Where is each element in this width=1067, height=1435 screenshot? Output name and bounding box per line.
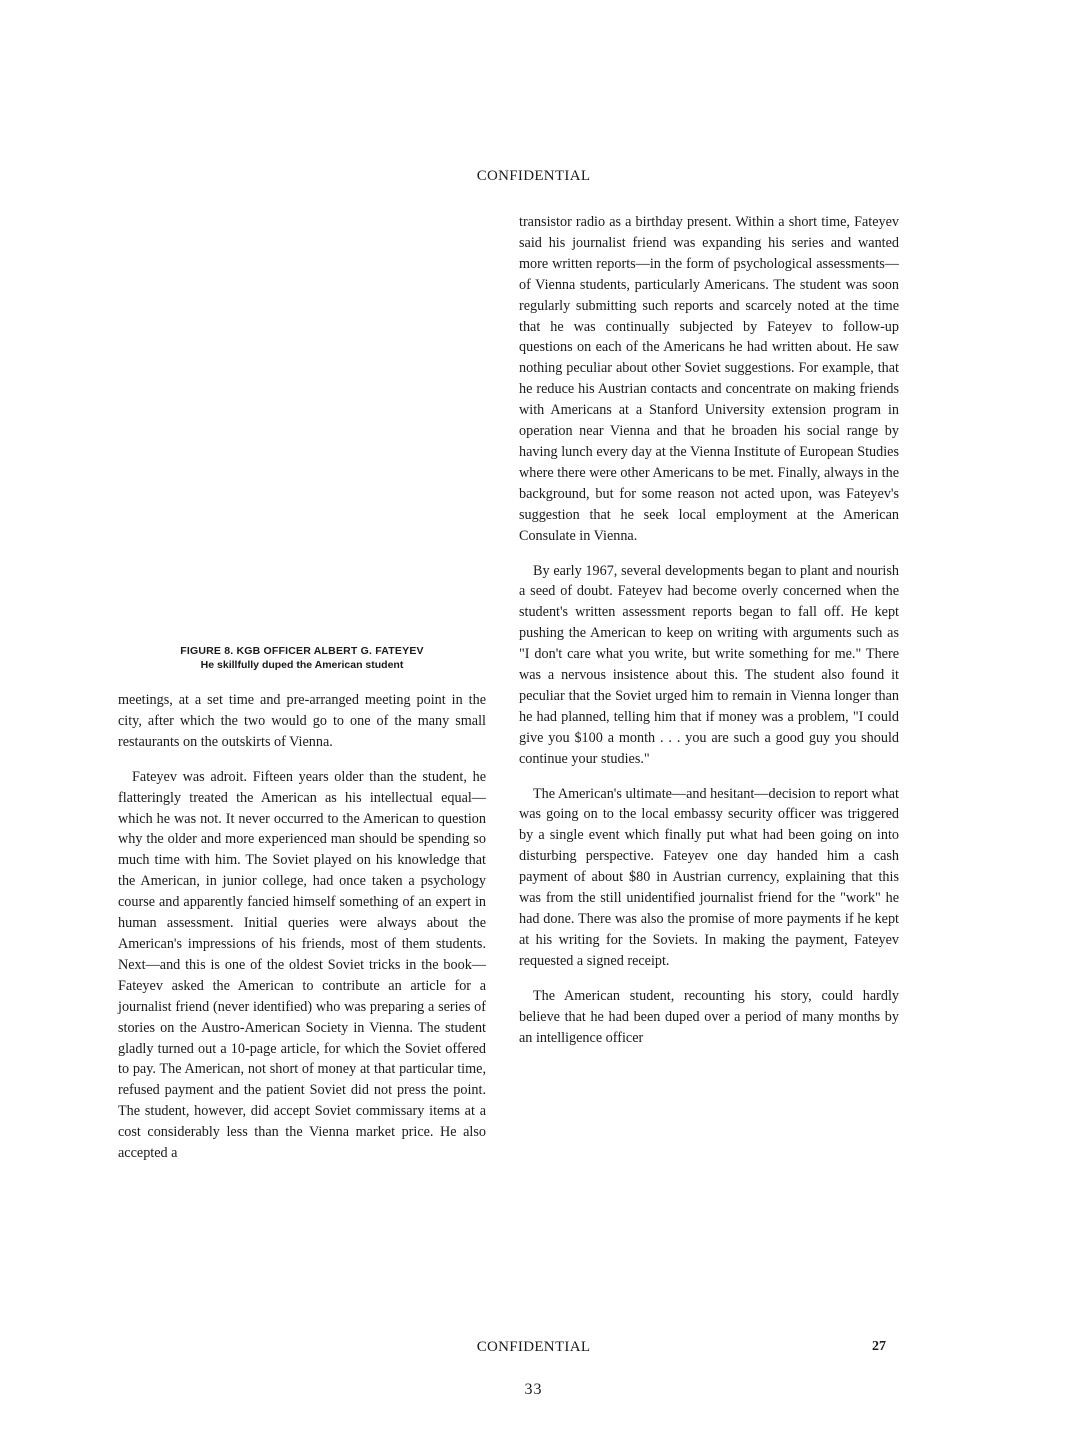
figure-subtitle: He skillfully duped the American student	[200, 659, 404, 671]
bottom-page-number: 33	[524, 1381, 543, 1398]
right-column	[519, 212, 899, 1048]
right-paragraph-4: The American student, recounting his story, could hardly believe that he had been duped over a period of many months by an intelligence officer	[519, 987, 899, 1046]
footer-page-number: 27	[872, 1339, 886, 1354]
figure-title: FIGURE 8. KGB OFFICER ALBERT G. FATEYEV	[180, 645, 424, 657]
footer-classification: CONFIDENTIAL	[476, 1339, 591, 1355]
right-paragraph-2: By early 1967, several developments began to plant and nourish a seed of doubt. Fateyev had become overly concerned when the student's written assessment reports began to fall off. He kept pushing the American to keep on writing with arguments such as "I don't care what you write, but write something for me." There was a nervous insistence about this. The student also found it peculiar that the Soviet urged him to remain in Vienna longer than he had planned, telling him that if money was a problem, "I could give you $100 a month . . . you are such a good guy you should continue your studies."	[519, 562, 899, 767]
header-classification: CONFIDENTIAL	[476, 168, 591, 184]
right-paragraph-1: transistor radio as a birthday present. Within a short time, Fateyev said his journalist friend was expanding his series and wanted more written reports—in the form of psychological assessments—of Vienna students, particularly Americans. The student was soon regularly submitting such reports and scarcely noted at the time that he was continually subjected by Fateyev to follow-up questions on each of the Americans he had written about. He saw nothing peculiar about other Soviet suggestions. For example, that he reduce his Austrian contacts and concentrate on making friends with Americans at a Stanford University extension program in operation near Vienna and that he broaden his social range by having lunch every day at the Vienna Institute of European Studies where there were other Americans to be met. Finally, always in the background, but for some reason not acted upon, was Fateyev's suggestion that he seek local employment at the American Consulate in Vienna.	[519, 214, 899, 544]
left-paragraph-1: meetings, at a set time and pre-arranged meeting point in the city, after which the two would go to one of the many small restaurants on the outskirts of Vienna.	[118, 692, 486, 750]
right-paragraph-3: The American's ultimate—and hesitant—decision to report what was going on to the local embassy security officer was triggered by a single event which finally put what had been going on into disturbing perspective. Fateyev one day handed him a cash payment of about $80 in Austrian currency, explaining that this was from the still unidentified journalist friend for the "work" he had done. There was also the promise of more payments if he kept at his writing for the Soviets. In making the payment, Fateyev requested a signed receipt.	[519, 785, 899, 969]
left-paragraph-2: Fateyev was adroit. Fifteen years older than the student, he flatteringly treated the American as his intellectual equal—which he was not. It never occurred to the American to question why the older and more experienced man should be spending so much time with him. The Soviet played on his knowledge that the American, in junior college, had once taken a psychology course and apparently fancied himself something of an expert in human assessment. Initial queries were always about the American's impressions of his friends, most of them students. Next—and this is one of the oldest Soviet tricks in the book—Fateyev asked the American to contribute an article for a journalist friend (never identified) who was preparing a series of stories on the Austro-American Society in Vienna. The student gladly turned out a 10-page article, for which the Soviet offered to pay. The American, not short of money at that particular time, refused payment and the patient Soviet did not press the point. The student, however, did accept Soviet commissary items at a cost considerably less than the Vienna market price. He also accepted a	[118, 768, 486, 1162]
figure-caption	[118, 645, 486, 671]
left-column	[118, 690, 486, 1164]
